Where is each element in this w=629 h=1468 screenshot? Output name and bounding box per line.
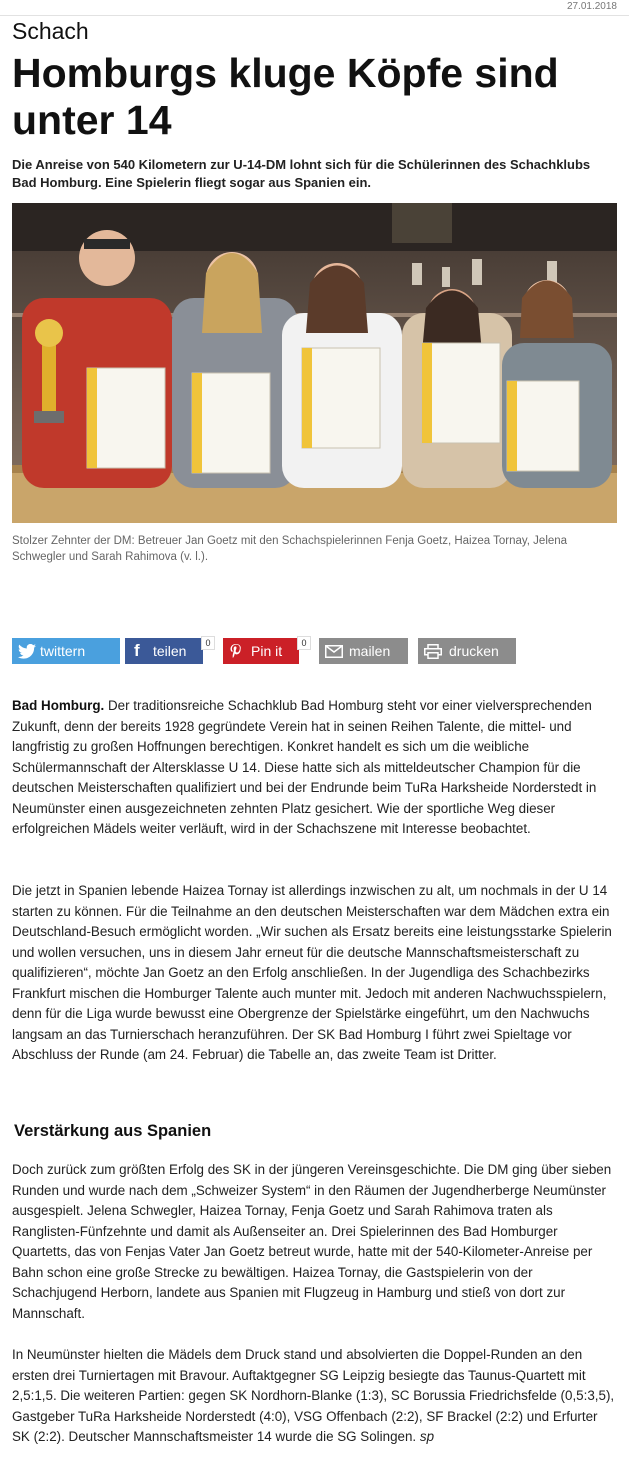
article-paragraph xyxy=(12,1345,617,1448)
facebook-share-button[interactable] xyxy=(125,638,211,664)
paragraph-text: Der traditionsreiche Schachklub Bad Homburg steht vor einer vielversprechenden Zukunft, denn der bereits 1928 gegründete Verein hat in seinen Reihen Talente, die mittel- und langfristig zu großen Hoffnungen berechtigen. Konkret handelt es sich um die weibliche Schülermannschaft der Altersklasse U 14. Diese hatte sich als mitteldeutscher Champion für die deutschen Meisterschaften qualifiziert und bei der Endrunde beim TuRa Harksheide Norderstedt in Neumünster einen ausgezeichneten zehnten Platz gesichert. Wie der sportliche Weg dieser erfolgreichen Mädels weiter verläuft, wird in der Schachszene mit Interesse beobachtet. xyxy=(12,698,597,836)
pinterest-share-label: Pin it xyxy=(251,643,283,659)
photo-caption: Stolzer Zehnter der DM: Betreuer Jan Goetz mit den Schachspielerinnen Fenja Goetz, Haizea Tornay, Jelena Schwegler und Sarah Rahimova (v. l.). xyxy=(12,535,568,563)
mail-share-button[interactable] xyxy=(319,638,408,664)
printer-icon xyxy=(424,638,442,664)
dateline: Bad Homburg. xyxy=(12,698,105,713)
date-bar xyxy=(0,0,629,16)
pinterest-share-button[interactable] xyxy=(223,638,307,664)
article-headline: Homburgs kluge Köpfe sind unter 14 xyxy=(12,50,559,143)
article-subheading: Verstärkung aus Spanien xyxy=(14,1122,212,1140)
paragraph-text: In Neumünster hielten die Mädels dem Druck stand und absolvierten die Doppel-Runden an den ersten drei Turniertagen mit Bravour. Auftaktgegner SG Leipzig besiegte das Taunus-Quartett mit 2,5:1,5. Die weiteren Partien: gegen SK Nordhorn-Blanke (1:3), SC Borussia Friedrichsfelde (0,5:3,5), Gastgeber TuRa Harksheide Norderstedt (4:0), VSG Offenbach (2:2), SF Brackel (2:2) und Erfurter SK (2:2). Deutscher Mannschaftsmeister 14 wurde die SG Solingen. xyxy=(12,1347,615,1444)
pinterest-icon xyxy=(229,638,243,664)
article-paragraph: Doch zurück zum größten Erfolg des SK in der jüngeren Vereinsgeschichte. Die DM ging über sieben Runden und wurde nach dem „Schweizer System“ in den Räumen der Jugendherberge Neumünster ausgespielt. Jelena Schwegler, Haizea Tornay, Fenja Goetz und Sarah Rahimova traten als Ranglisten-Fünfzehnte und damit als Außenseiter an. Drei Spielerinnen des Bad Homburger Quartetts, das von Fenjas Vater Jan Goetz betreut wurde, hatte mit der 540-Kilometer-Anreise per Bahn schon eine große Strecke zu bewältigen. Haizea Tornay, die Gastspielerin von der Schachjugend Herborn, landete aus Spanien mit Flugzeug in Hamburg und stieß von dort zur Mannschaft. xyxy=(12,1162,612,1321)
envelope-icon xyxy=(325,638,343,664)
article-photo[interactable] xyxy=(12,203,617,523)
twitter-share-button[interactable] xyxy=(12,638,120,664)
article-paragraph: Die jetzt in Spanien lebende Haizea Tornay ist allerdings inzwischen zu alt, um nochmals in der U 14 starten zu können. Für die Teilnahme an den deutschen Meisterschaften war dem Mädchen extra ein Deutschland-Besuch ermöglicht worden. „Wir suchen als Ersatz bereits eine leistungsstarke Spielerin und wollen versuchen, uns in diesem Jahr erneut für die deutsche Mannschaftsmeisterschaft zu qualifizieren“, möchte Jan Goetz an den Erfolg anschließen. In der Jugendliga des Schachbezirks Frankfurt mischen die Homburger Talente auch munter mit. Jedoch mit anderen Nachwuchsspielern, denn für die Liga wurde bewusst eine Obergrenze der Spielstärke eingeführt, um den Nachwuchs langsam an das Turnierschach heranzuführen. Der SK Bad Homburg I führt zwei Spieltage vor Abschluss der Runde (am 24. Februar) die Tabelle an, das zweite Team ist Dritter. xyxy=(12,883,612,1062)
facebook-share-label: teilen xyxy=(153,643,187,659)
twitter-bird-icon xyxy=(18,638,36,664)
article-teaser: Die Anreise von 540 Kilometern zur U-14-DM lohnt sich für die Schülerinnen des Schachklubs Bad Homburg. Eine Spielerin fliegt sogar aus Spanien ein. xyxy=(12,157,591,190)
article-kicker: Schach xyxy=(12,18,89,44)
share-bar xyxy=(12,638,617,664)
author-signature: sp xyxy=(419,1429,435,1444)
print-label: drucken xyxy=(449,643,499,659)
mail-share-label: mailen xyxy=(349,643,391,659)
pinterest-share-count: 0 xyxy=(297,636,311,650)
team-photo-illustration xyxy=(12,203,617,523)
twitter-share-label: twittern xyxy=(40,643,86,659)
facebook-icon: f xyxy=(134,641,140,660)
publish-date: 27.01.2018 xyxy=(566,1,617,12)
facebook-share-count: 0 xyxy=(201,636,215,650)
print-button[interactable] xyxy=(418,638,516,664)
article-paragraph xyxy=(12,696,617,840)
